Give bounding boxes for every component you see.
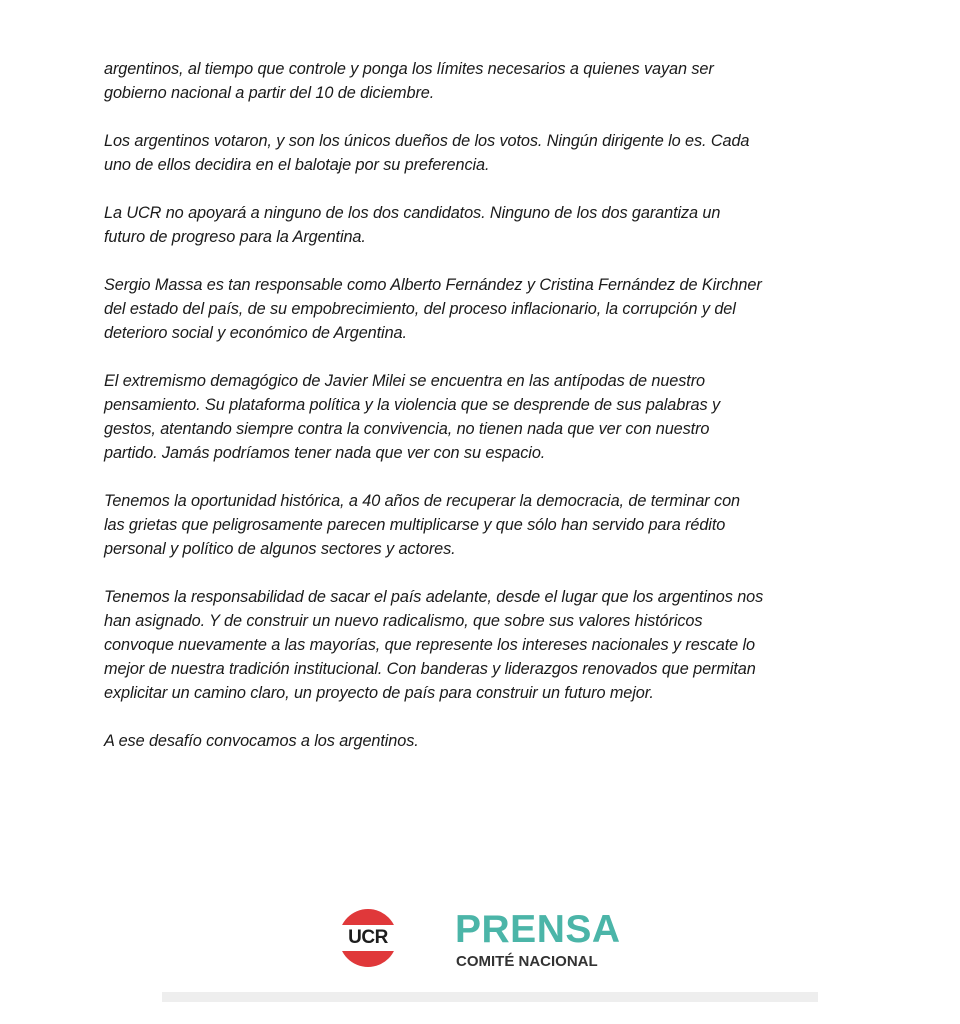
paragraph: Sergio Massa es tan responsable como Alberto Fernández y Cristina Fernández de Kirchner del estado del país, de su empobrecimiento, del proceso inflacionario, la corrupción y del deterioro social y económico de Argentina.: [104, 276, 762, 342]
ucr-logo-top-band: [338, 908, 398, 925]
paragraph: A ese desafío convocamos a los argentinos.: [104, 732, 419, 750]
paragraph: La UCR no apoyará a ninguno de los dos candidatos. Ninguno de los dos garantiza un futuro de progreso para la Argentina.: [104, 204, 721, 246]
paragraph: Tenemos la responsabilidad de sacar el país adelante, desde el lugar que los argentinos nos han asignado. Y de construir un nuevo radicalismo, que sobre sus valores históricos convoque nuevamente a las mayorías, que represente los intereses nacionales y rescate lo mejor de nuestra tradición institucional. Con banderas y liderazgos renovados que permitan explicitar un camino claro, un proyecto de país para construir un futuro mejor.: [104, 588, 764, 702]
document-body: [104, 57, 884, 777]
paragraph: El extremismo demagógico de Javier Milei se encuentra en las antípodas de nuestro pensamiento. Su plataforma política y la violencia que se desprende de sus palabras y gestos, atentando siempre contra la convivencia, no tienen nada que ver con nuestro partido. Jamás podríamos tener nada que ver con su espacio.: [104, 372, 720, 462]
press-footer: [0, 905, 960, 975]
prensa-subtitle: COMITÉ NACIONAL: [456, 953, 598, 970]
paragraph: Tenemos la oportunidad histórica, a 40 años de recuperar la democracia, de terminar con las grietas que peligrosamente parecen multiplicarse y que sólo han servido para rédito personal y político de algunos sectores y actores.: [104, 492, 740, 558]
prensa-title: PRENSA: [455, 908, 621, 951]
bottom-divider-bar: [162, 992, 818, 1002]
paragraph: Los argentinos votaron, y son los únicos dueños de los votos. Ningún dirigente lo es. Cada uno de ellos decidira en el balotaje por su preferencia.: [104, 132, 750, 174]
ucr-logo-bottom-band: [338, 951, 398, 968]
paragraph: argentinos, al tiempo que controle y ponga los límites necesarios a quienes vayan ser gobierno nacional a partir del 10 de diciembre.: [104, 60, 714, 102]
ucr-logo-text: UCR: [348, 927, 388, 948]
